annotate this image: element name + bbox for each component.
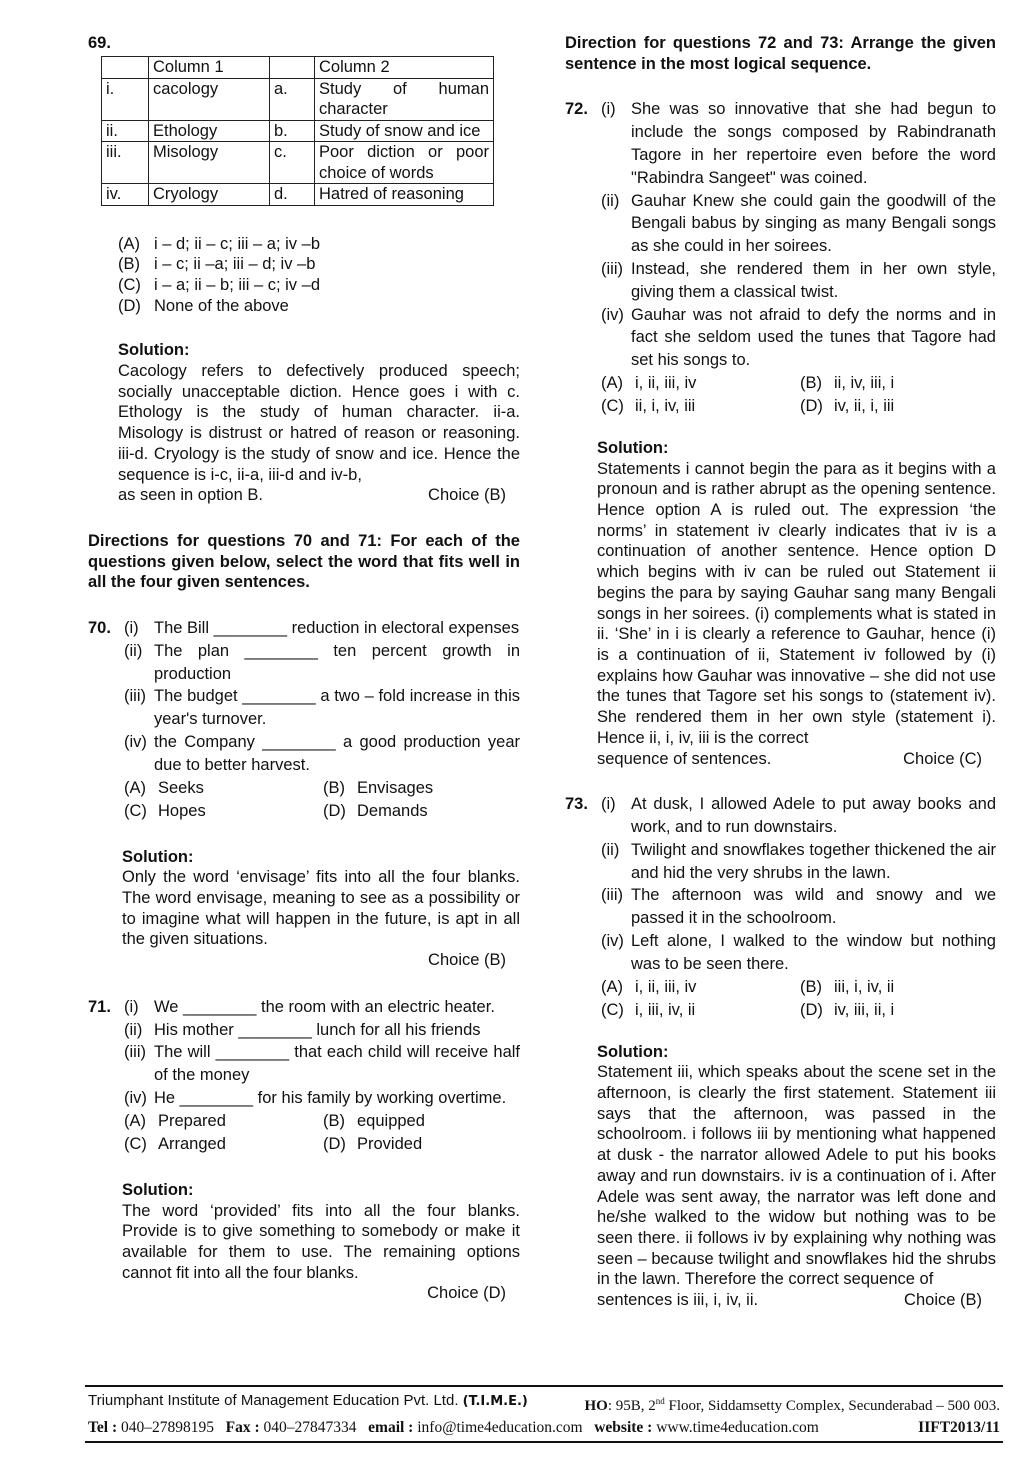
option-a bbox=[124, 1110, 323, 1133]
question-item bbox=[565, 190, 996, 258]
option-text: i – d; ii – c; iii – a; iv –b bbox=[154, 234, 320, 253]
page-code: IIFT2013/11 bbox=[918, 1419, 1000, 1436]
table-cell: b. bbox=[270, 120, 315, 142]
item-roman: (iii) bbox=[601, 259, 623, 278]
option-c bbox=[124, 1133, 323, 1156]
solution-text: Statement iii, which speaks about the scene set in the afternoon, is clearly the first statement. Statement iii says that the afternoon, was passed in the schoolroom. i follows iii by mentioning what happened at dusk - the narrator allowed Adele to put his books away and run downstairs. iv is a continuation of i. After Adele was sent away, the narrator was left done and he/she walked to the widow but nothing was to be seen there. ii follows iv by explaining why nothing was seen – because twilight and snowflakes hid the shrubs in the lawn. Therefore the correct sequence of bbox=[597, 1063, 996, 1289]
table-cell: Poor diction or poor choice of words bbox=[315, 142, 494, 184]
directions-70-71: Directions for questions 70 and 71: For each of the questions given below, select the word that fits well in all the four given sentences. bbox=[88, 531, 520, 592]
table-cell: c. bbox=[270, 142, 315, 184]
item-text: The afternoon was wild and snowy and we passed it in the schoolroom. bbox=[631, 886, 996, 928]
option-label: (A) bbox=[118, 234, 140, 253]
item-roman: (iv) bbox=[601, 932, 624, 950]
option-c bbox=[601, 395, 800, 418]
table-cell: Ethology bbox=[149, 120, 270, 142]
item-roman: (i) bbox=[124, 997, 139, 1016]
question-item bbox=[88, 996, 520, 1019]
option-label: (C) bbox=[601, 396, 624, 415]
option-b bbox=[323, 777, 520, 800]
address-text: : 95B, 2 bbox=[607, 1398, 656, 1414]
item-text: We ________ the room with an electric heater. bbox=[154, 997, 495, 1016]
item-text: Twilight and snowflakes together thickened the air and hid the very shrubs in the lawn. bbox=[631, 840, 996, 882]
question-item bbox=[88, 617, 520, 640]
option-label: (C) bbox=[124, 801, 147, 820]
option-text: ii, i, iv, iii bbox=[635, 396, 696, 415]
option-d bbox=[800, 999, 996, 1022]
option-text: iv, ii, i, iii bbox=[834, 396, 895, 415]
question-item bbox=[88, 640, 520, 686]
solution-last-line bbox=[118, 485, 520, 506]
table-header-cell: Column 2 bbox=[315, 57, 494, 79]
option-a bbox=[124, 777, 323, 800]
company-name: Triumphant Institute of Management Education Pvt. Ltd. bbox=[88, 1392, 459, 1409]
option-d bbox=[323, 800, 520, 823]
solution-text: The word ‘provided’ fits into all the four blanks. Provide is to give something to somebody or make it available for them to use. The remaining options cannot fit into all the four blanks. bbox=[122, 1201, 520, 1282]
directions-72-73: Direction for questions 72 and 73: Arrange the given sentence in the most logical sequence. bbox=[565, 34, 996, 73]
solution-text: sentences is iii, i, iv, ii. bbox=[597, 1291, 759, 1310]
option-b bbox=[118, 254, 520, 275]
item-roman: (i) bbox=[601, 795, 616, 814]
question-70 bbox=[88, 617, 520, 971]
solution-block bbox=[122, 847, 520, 971]
table-cell: cacology bbox=[149, 78, 270, 120]
fax-number: 040–27847334 bbox=[263, 1419, 357, 1436]
solution-heading: Solution: bbox=[122, 1180, 194, 1199]
solution-block bbox=[597, 1042, 996, 1311]
tel-label: Tel : bbox=[88, 1419, 118, 1436]
item-text: the Company ________ a good production year due to better harvest. bbox=[154, 733, 520, 774]
table-header-row bbox=[102, 57, 494, 79]
table-row bbox=[102, 78, 494, 120]
fax-label: Fax : bbox=[225, 1419, 260, 1436]
option-b bbox=[800, 372, 996, 395]
table-cell: Hatred of reasoning bbox=[315, 184, 494, 206]
item-roman: (iii) bbox=[601, 886, 623, 905]
solution-text: sequence of sentences. bbox=[597, 749, 772, 768]
option-text: ii, iv, iii, i bbox=[834, 373, 895, 392]
website-label: website : bbox=[594, 1419, 653, 1436]
option-label: (A) bbox=[601, 977, 623, 996]
solution-heading: Solution: bbox=[597, 1042, 669, 1061]
option-text: equipped bbox=[357, 1111, 425, 1130]
footer-address bbox=[585, 1390, 1000, 1417]
table-cell: Misology bbox=[149, 142, 270, 184]
footer-bottom-rule bbox=[85, 1441, 1003, 1443]
item-text: The plan ________ ten percent growth in production bbox=[154, 641, 520, 683]
option-a bbox=[118, 234, 520, 255]
solution-last-line bbox=[597, 1290, 996, 1311]
option-text: Envisages bbox=[357, 778, 434, 797]
item-text: He ________ for his family by working overtime. bbox=[154, 1089, 507, 1108]
footer-company bbox=[88, 1390, 528, 1417]
question-number: 73. bbox=[565, 795, 588, 814]
table-cell: Cryology bbox=[149, 184, 270, 206]
solution-heading: Solution: bbox=[122, 847, 194, 866]
table-header-cell bbox=[270, 57, 315, 79]
item-roman: (iii) bbox=[124, 1043, 146, 1062]
email-label: email : bbox=[368, 1419, 414, 1436]
table-cell: ii. bbox=[102, 120, 149, 142]
table-row bbox=[102, 142, 494, 184]
item-roman: (ii) bbox=[124, 1020, 143, 1039]
question-item bbox=[565, 304, 996, 372]
email-link[interactable]: info@time4education.com bbox=[417, 1419, 583, 1436]
item-text: Gauhar Knew she could gain the goodwill of the Bengali babus by singing as many Bengali songs as she could in her soirees. bbox=[631, 191, 996, 256]
item-text: Gauhar was not afraid to defy the norms and in fact she seldom used the tunes that Tagore had set his songs to. bbox=[631, 305, 996, 370]
solution-text: Cacology refers to defectively produced speech; socially unacceptable diction. Hence goes i with c. Ethology is the study of human character. ii-a. Misology is distrust or hatred of reason or reasoning. iii-d. Cryology is the study of snow and ice. Hence the sequence is i-c, ii-a, iii-d and iv-b, bbox=[118, 362, 520, 484]
solution-block bbox=[122, 1180, 520, 1304]
question-69 bbox=[88, 33, 520, 506]
table-cell: i. bbox=[102, 78, 149, 120]
question-item bbox=[88, 685, 520, 731]
option-label: (B) bbox=[323, 1111, 345, 1130]
address-text: Floor, Siddamsetty Complex, Secunderabad – 500 003. bbox=[664, 1398, 1000, 1414]
item-roman: (iv) bbox=[124, 1089, 147, 1108]
solution-heading: Solution: bbox=[597, 438, 669, 457]
option-b bbox=[800, 976, 996, 999]
solution-text: Only the word ‘envisage’ fits into all the four blanks. The word envisage, meaning to see as a possibility or to imagine what will happen in the future, is apt in all the given situations. bbox=[122, 868, 520, 949]
solution-heading: Solution: bbox=[118, 341, 190, 360]
match-table bbox=[101, 56, 494, 206]
footer-contacts bbox=[88, 1417, 819, 1439]
solution-block bbox=[118, 340, 520, 506]
options-grid bbox=[601, 976, 996, 1022]
table-cell: Study of human character bbox=[315, 78, 494, 120]
option-text: i, ii, iii, iv bbox=[635, 977, 697, 996]
item-roman: (iii) bbox=[124, 687, 146, 706]
footer-line-2 bbox=[85, 1417, 1003, 1441]
options-list bbox=[118, 234, 520, 317]
website-link[interactable]: www.time4education.com bbox=[656, 1419, 819, 1436]
option-text: Seeks bbox=[158, 778, 204, 797]
question-73 bbox=[565, 793, 996, 1311]
ho-label: HO bbox=[584, 1398, 608, 1414]
table-cell: iii. bbox=[102, 142, 149, 184]
answer-choice: Choice (B) bbox=[428, 951, 506, 970]
option-label: (D) bbox=[118, 296, 141, 315]
option-label: (C) bbox=[601, 1000, 624, 1019]
option-c bbox=[124, 800, 323, 823]
table-header-cell bbox=[102, 57, 149, 79]
option-text: i – a; ii – b; iii – c; iv –d bbox=[154, 275, 320, 294]
option-c bbox=[601, 999, 800, 1022]
question-item bbox=[88, 1087, 520, 1110]
table-cell: Study of snow and ice bbox=[315, 120, 494, 142]
item-roman: (ii) bbox=[124, 641, 143, 660]
option-text: i, iii, iv, ii bbox=[635, 1000, 696, 1019]
question-item bbox=[88, 1041, 520, 1087]
tel-number: 040–27898195 bbox=[121, 1419, 215, 1436]
option-label: (B) bbox=[800, 977, 822, 996]
option-text: Prepared bbox=[158, 1111, 226, 1130]
question-number: 71. bbox=[88, 997, 111, 1016]
item-text: The Bill ________ reduction in electoral expenses bbox=[154, 619, 520, 638]
item-text: His mother ________ lunch for all his friends bbox=[154, 1020, 481, 1039]
answer-choice: Choice (B) bbox=[904, 1291, 982, 1310]
item-roman: (iv) bbox=[124, 733, 147, 752]
option-text: Hopes bbox=[158, 801, 206, 820]
option-label: (B) bbox=[800, 373, 822, 392]
option-label: (D) bbox=[323, 801, 346, 820]
item-text: She was so innovative that she had begun to include the songs composed by Rabindranath Tagore in her repertoire even before the word "Rabindra Sangeet" was coined. bbox=[631, 100, 996, 187]
question-number: 69. bbox=[88, 34, 111, 52]
question-number: 70. bbox=[88, 619, 111, 638]
options-grid bbox=[124, 777, 520, 823]
option-label: (B) bbox=[323, 778, 345, 797]
item-roman: (i) bbox=[601, 100, 616, 119]
item-roman: (ii) bbox=[601, 191, 620, 210]
solution-last-line bbox=[597, 749, 996, 770]
company-abbr: (T.I.M.E.) bbox=[462, 1394, 528, 1409]
option-d bbox=[800, 395, 996, 418]
item-text: At dusk, I allowed Adele to put away books and work, and to run downstairs. bbox=[631, 795, 996, 837]
question-72 bbox=[565, 98, 996, 769]
option-label: (A) bbox=[124, 1111, 146, 1130]
question-item bbox=[565, 884, 996, 930]
option-label: (D) bbox=[323, 1134, 346, 1153]
option-text: i – c; ii –a; iii – d; iv –b bbox=[154, 255, 316, 274]
answer-choice: Choice (C) bbox=[903, 749, 982, 768]
item-roman: (ii) bbox=[601, 840, 620, 859]
option-d bbox=[118, 296, 520, 317]
footer-line-1 bbox=[85, 1387, 1003, 1417]
option-text: iii, i, iv, ii bbox=[834, 977, 895, 996]
table-row bbox=[102, 184, 494, 206]
answer-choice: Choice (D) bbox=[427, 1284, 506, 1303]
option-text: iv, iii, ii, i bbox=[834, 1000, 895, 1019]
left-column bbox=[88, 33, 520, 1304]
item-roman: (i) bbox=[124, 619, 139, 638]
options-grid bbox=[124, 1110, 520, 1156]
table-cell: iv. bbox=[102, 184, 149, 206]
question-71 bbox=[88, 996, 520, 1304]
option-c bbox=[118, 275, 520, 296]
item-roman: (iv) bbox=[601, 305, 624, 324]
option-b bbox=[323, 1110, 520, 1133]
ordinal-suffix: nd bbox=[655, 1396, 665, 1406]
answer-choice: Choice (B) bbox=[428, 486, 506, 505]
question-item bbox=[565, 793, 996, 839]
option-text: Demands bbox=[357, 801, 428, 820]
option-label: (D) bbox=[800, 1000, 823, 1019]
option-label: (C) bbox=[124, 1134, 147, 1153]
solution-text: as seen in option B. bbox=[118, 486, 263, 505]
right-column bbox=[565, 33, 996, 1311]
question-number: 72. bbox=[565, 100, 588, 119]
question-item bbox=[88, 1019, 520, 1042]
option-label: (A) bbox=[601, 373, 623, 392]
option-label: (C) bbox=[118, 275, 141, 294]
option-text: i, ii, iii, iv bbox=[635, 373, 697, 392]
option-a bbox=[601, 976, 800, 999]
question-item bbox=[88, 731, 520, 777]
table-cell: d. bbox=[270, 184, 315, 206]
option-text: Arranged bbox=[158, 1134, 226, 1153]
item-text: The budget ________ a two – fold increase in this year's turnover. bbox=[154, 687, 520, 729]
option-text: Provided bbox=[357, 1134, 423, 1153]
question-item bbox=[565, 98, 996, 189]
page-footer bbox=[85, 1385, 1003, 1443]
question-item bbox=[565, 930, 996, 976]
option-label: (A) bbox=[124, 778, 146, 797]
item-text: Left alone, I walked to the window but nothing was to be seen there. bbox=[631, 932, 996, 973]
question-item bbox=[565, 839, 996, 885]
table-header-cell: Column 1 bbox=[149, 57, 270, 79]
solution-text: Statements i cannot begin the para as it begins with a pronoun and is rather abrupt as the opening sentence. Hence option A is ruled out. The expression ‘the norms’ in statement iv clearly indicates that iv is a continuation of another sentence. Hence option D which begins with iv can be ruled out Statement ii begins the para by saying Gauhar sang many Bengali songs in her soirees. (i) complements what is stated in ii. ‘She’ in i is clearly a reference to Gauhar, hence (i) is a continuation of ii, Statement iv followed by (i) explains how Gauhar was innovative – she did not use the tunes that Tagore set his songs to (statement iv). She rendered them in her own style (statement i). Hence ii, i, iv, iii is the correct bbox=[597, 459, 996, 747]
option-label: (B) bbox=[118, 255, 140, 274]
table-cell: a. bbox=[270, 78, 315, 120]
option-label: (D) bbox=[800, 396, 823, 415]
item-text: The will ________ that each child will receive half of the money bbox=[154, 1043, 520, 1085]
question-item bbox=[565, 258, 996, 304]
option-text: None of the above bbox=[154, 296, 289, 315]
option-a bbox=[601, 372, 800, 395]
item-text: Instead, she rendered them in her own style, giving them a classical twist. bbox=[631, 259, 996, 301]
solution-block bbox=[597, 438, 996, 769]
options-grid bbox=[601, 372, 996, 418]
table-row bbox=[102, 120, 494, 142]
option-d bbox=[323, 1133, 520, 1156]
